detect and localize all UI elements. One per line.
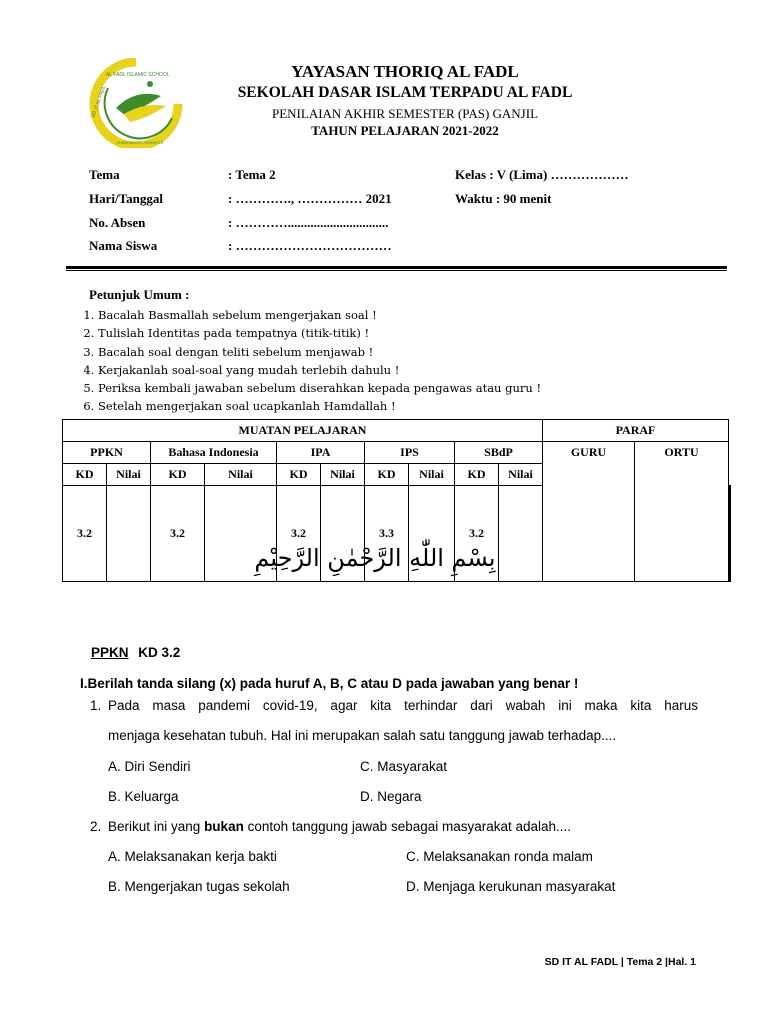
nilai-header: Nilai <box>205 464 277 486</box>
instruction-item: 6. Setelah mengerjakan soal ucapkanlah Hamdallah ! <box>98 397 541 415</box>
logo-text-top: AL FADL ISLAMIC SCHOOL <box>106 72 170 78</box>
waktu-field: Waktu : 90 menit <box>455 191 552 206</box>
tema-label: Tema <box>89 167 120 182</box>
paraf-ortu-cell[interactable] <box>730 486 731 582</box>
instruction-item: 1. Bacalah Basmallah sebelum mengerjakan soal ! <box>98 306 541 324</box>
kd-header: KD <box>151 464 205 486</box>
instructions-list <box>78 306 541 416</box>
subject-bahasa: Bahasa Indonesia <box>151 442 277 464</box>
guru-header: GURU <box>543 442 635 582</box>
kd-header: KD <box>365 464 409 486</box>
section-subject: PPKN <box>91 645 129 660</box>
yayasan-title: YAYASAN THORIQ AL FADL <box>291 62 519 81</box>
option-b[interactable]: B. Keluarga <box>108 789 179 804</box>
instruction-item: 5. Periksa kembali jawaban sebelum diserahkan kepada pengawas atau guru ! <box>98 379 541 397</box>
tema-value: : Tema 2 <box>228 167 276 182</box>
hari-value: : …………., …………… 2021 <box>228 191 392 206</box>
kd-value: 3.2 <box>63 486 107 582</box>
nilai-header: Nilai <box>499 464 543 486</box>
subject-ipa: IPA <box>277 442 365 464</box>
option-d[interactable]: D. Menjaga kerukunan masyarakat <box>406 879 616 894</box>
instruction-item: 3. Bacalah soal dengan teliti sebelum menjawab ! <box>98 343 541 361</box>
logo-text-side: SD IT AL FADL <box>90 85 108 119</box>
option-c[interactable]: C. Melaksanakan ronda malam <box>406 849 593 864</box>
kd-value: 3.2 <box>277 486 321 582</box>
kelas-field: Kelas : V (Lima) ……………… <box>455 167 629 182</box>
question-text: Pada masa pandemi covid-19, agar kita terhindar dari wabah ini maka kita harus <box>108 698 698 713</box>
option-a[interactable]: A. Diri Sendiri <box>108 759 191 774</box>
paraf-header: PARAF <box>543 420 729 442</box>
nilai-header: Nilai <box>321 464 365 486</box>
section-kd: KD 3.2 <box>138 645 181 660</box>
nilai-header: Nilai <box>107 464 151 486</box>
muatan-header: MUATAN PELAJARAN <box>63 420 543 442</box>
subject-ppkn: PPKN <box>63 442 151 464</box>
option-d[interactable]: D. Negara <box>360 789 422 804</box>
kd-value: 3.3 <box>365 486 409 582</box>
kd-header: KD <box>455 464 499 486</box>
question-number: 2. <box>90 819 102 834</box>
question-number: 1. <box>90 698 102 713</box>
school-title: SEKOLAH DASAR ISLAM TERPADU AL FADL <box>237 84 573 101</box>
kd-value: 3.2 <box>151 486 205 582</box>
question-text-bold: bukan <box>204 819 244 834</box>
header-divider-thin <box>66 270 727 271</box>
header-divider <box>66 266 727 269</box>
nama-value: : ……………………………… <box>228 238 392 253</box>
exam-title: PENILAIAN AKHIR SEMESTER (PAS) GANJIL <box>271 106 539 121</box>
subject-ips: IPS <box>365 442 455 464</box>
question-text-pre: Berikut ini yang <box>108 819 205 834</box>
year-title: TAHUN PELAJARAN 2021-2022 <box>311 123 499 138</box>
absen-label: No. Absen <box>89 215 146 230</box>
question-text-cont: menjaga kesehatan tubuh. Hal ini merupakan salah satu tanggung jawab terhadap.... <box>108 728 617 743</box>
option-c[interactable]: C. Masyarakat <box>360 759 448 774</box>
page-footer: SD IT AL FADL | Tema 2 |Hal. 1 <box>544 956 696 968</box>
basmalah-calligraphy: بِسْمِ اللّٰهِ الرَّحْمٰنِ الرَّحِيْمِ <box>254 544 496 572</box>
kd-value: 3.2 <box>455 486 499 582</box>
section-instruction: I.Berilah tanda silang (x) pada huruf A, B, C atau D pada jawaban yang benar ! <box>80 676 579 691</box>
kd-header: KD <box>277 464 321 486</box>
option-b[interactable]: B. Mengerjakan tugas sekolah <box>108 879 290 894</box>
nama-label: Nama Siswa <box>89 238 158 253</box>
subject-sbdp: SBdP <box>455 442 543 464</box>
instruction-item: 4. Kerjakanlah soal-soal yang mudah terlebih dahulu ! <box>98 361 541 379</box>
logo-text-bottom: CHARISMATIC INSIGHTS <box>116 140 164 145</box>
kd-header: KD <box>63 464 107 486</box>
question-text-post: contoh tanggung jawab sebagai masyarakat adalah.... <box>243 819 572 834</box>
hari-label: Hari/Tanggal <box>89 191 163 206</box>
ortu-header: ORTU <box>635 442 729 582</box>
instruction-item: 2. Tulislah Identitas pada tempatnya (titik-titik) ! <box>98 324 541 342</box>
nilai-cell[interactable] <box>107 486 151 582</box>
absen-value: : …………............................... <box>228 215 389 230</box>
nilai-header: Nilai <box>409 464 455 486</box>
option-a[interactable]: A. Melaksanakan kerja bakti <box>108 849 277 864</box>
instructions-title: Petunjuk Umum : <box>89 287 190 302</box>
question-text <box>108 819 571 834</box>
